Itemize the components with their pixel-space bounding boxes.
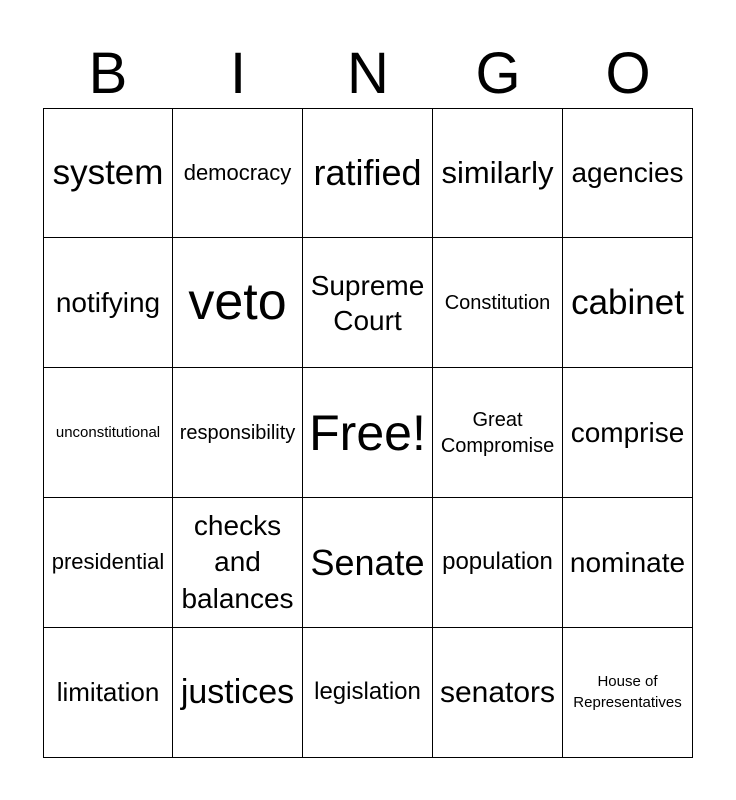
cell-text: comprise <box>570 416 685 448</box>
bingo-header <box>43 40 693 108</box>
bingo-cell[interactable] <box>43 238 173 368</box>
cell-text: Supreme Court <box>310 269 425 336</box>
bingo-cell[interactable] <box>303 628 433 758</box>
bingo-cell[interactable] <box>303 108 433 238</box>
cell-text: system <box>52 153 164 192</box>
cell-text: presidential <box>51 549 165 575</box>
bingo-cell[interactable] <box>433 498 563 628</box>
header-letter-n: N <box>347 41 389 106</box>
cell-text: justices <box>180 673 295 712</box>
bingo-cell[interactable] <box>433 628 563 758</box>
cell-text: limitation <box>56 676 160 707</box>
bingo-cell[interactable] <box>43 108 173 238</box>
bingo-cell[interactable] <box>303 368 433 498</box>
bingo-cell[interactable] <box>43 368 173 498</box>
cell-text: unconstitutional <box>55 423 161 441</box>
cell-text: responsibility <box>179 421 296 444</box>
cell-text: democracy <box>183 159 292 185</box>
bingo-cell[interactable] <box>563 368 693 498</box>
cell-text: notifying <box>55 286 161 318</box>
header-letter-i: I <box>229 41 247 106</box>
cell-text: legislation <box>314 678 421 706</box>
bingo-cell[interactable] <box>563 238 693 368</box>
header-letter-g: G <box>475 41 521 106</box>
cell-text: agencies <box>571 157 684 189</box>
bingo-cell[interactable] <box>173 628 303 758</box>
cell-text: similarly <box>441 155 554 191</box>
cell-text: Great Compromise <box>440 408 555 457</box>
bingo-cell[interactable] <box>43 498 173 628</box>
bingo-cell[interactable] <box>303 498 433 628</box>
cell-text: cabinet <box>571 282 684 322</box>
cell-text: Free! <box>309 404 426 461</box>
cell-text: House of Representatives <box>573 673 682 711</box>
cell-text: ratified <box>313 152 422 194</box>
cell-text: population <box>442 548 553 576</box>
cell-text: checks and balances <box>181 509 294 614</box>
bingo-cell[interactable] <box>563 498 693 628</box>
bingo-cell[interactable] <box>433 108 563 238</box>
bingo-cell[interactable] <box>173 368 303 498</box>
header-letter-o: O <box>605 41 651 106</box>
bingo-cell[interactable] <box>303 238 433 368</box>
bingo-board <box>43 108 693 758</box>
cell-text: veto <box>188 273 287 332</box>
bingo-cell[interactable] <box>433 368 563 498</box>
bingo-cell[interactable] <box>173 498 303 628</box>
bingo-cell[interactable] <box>173 238 303 368</box>
bingo-cell[interactable] <box>173 108 303 238</box>
cell-text: nominate <box>569 546 686 578</box>
bingo-cell[interactable] <box>563 628 693 758</box>
bingo-cell[interactable] <box>43 628 173 758</box>
cell-text: Constitution <box>444 291 551 314</box>
cell-text: Senate <box>310 541 425 583</box>
header-letter-b: B <box>88 41 128 106</box>
cell-text: senators <box>439 675 556 709</box>
bingo-cell[interactable] <box>433 238 563 368</box>
bingo-cell[interactable] <box>563 108 693 238</box>
